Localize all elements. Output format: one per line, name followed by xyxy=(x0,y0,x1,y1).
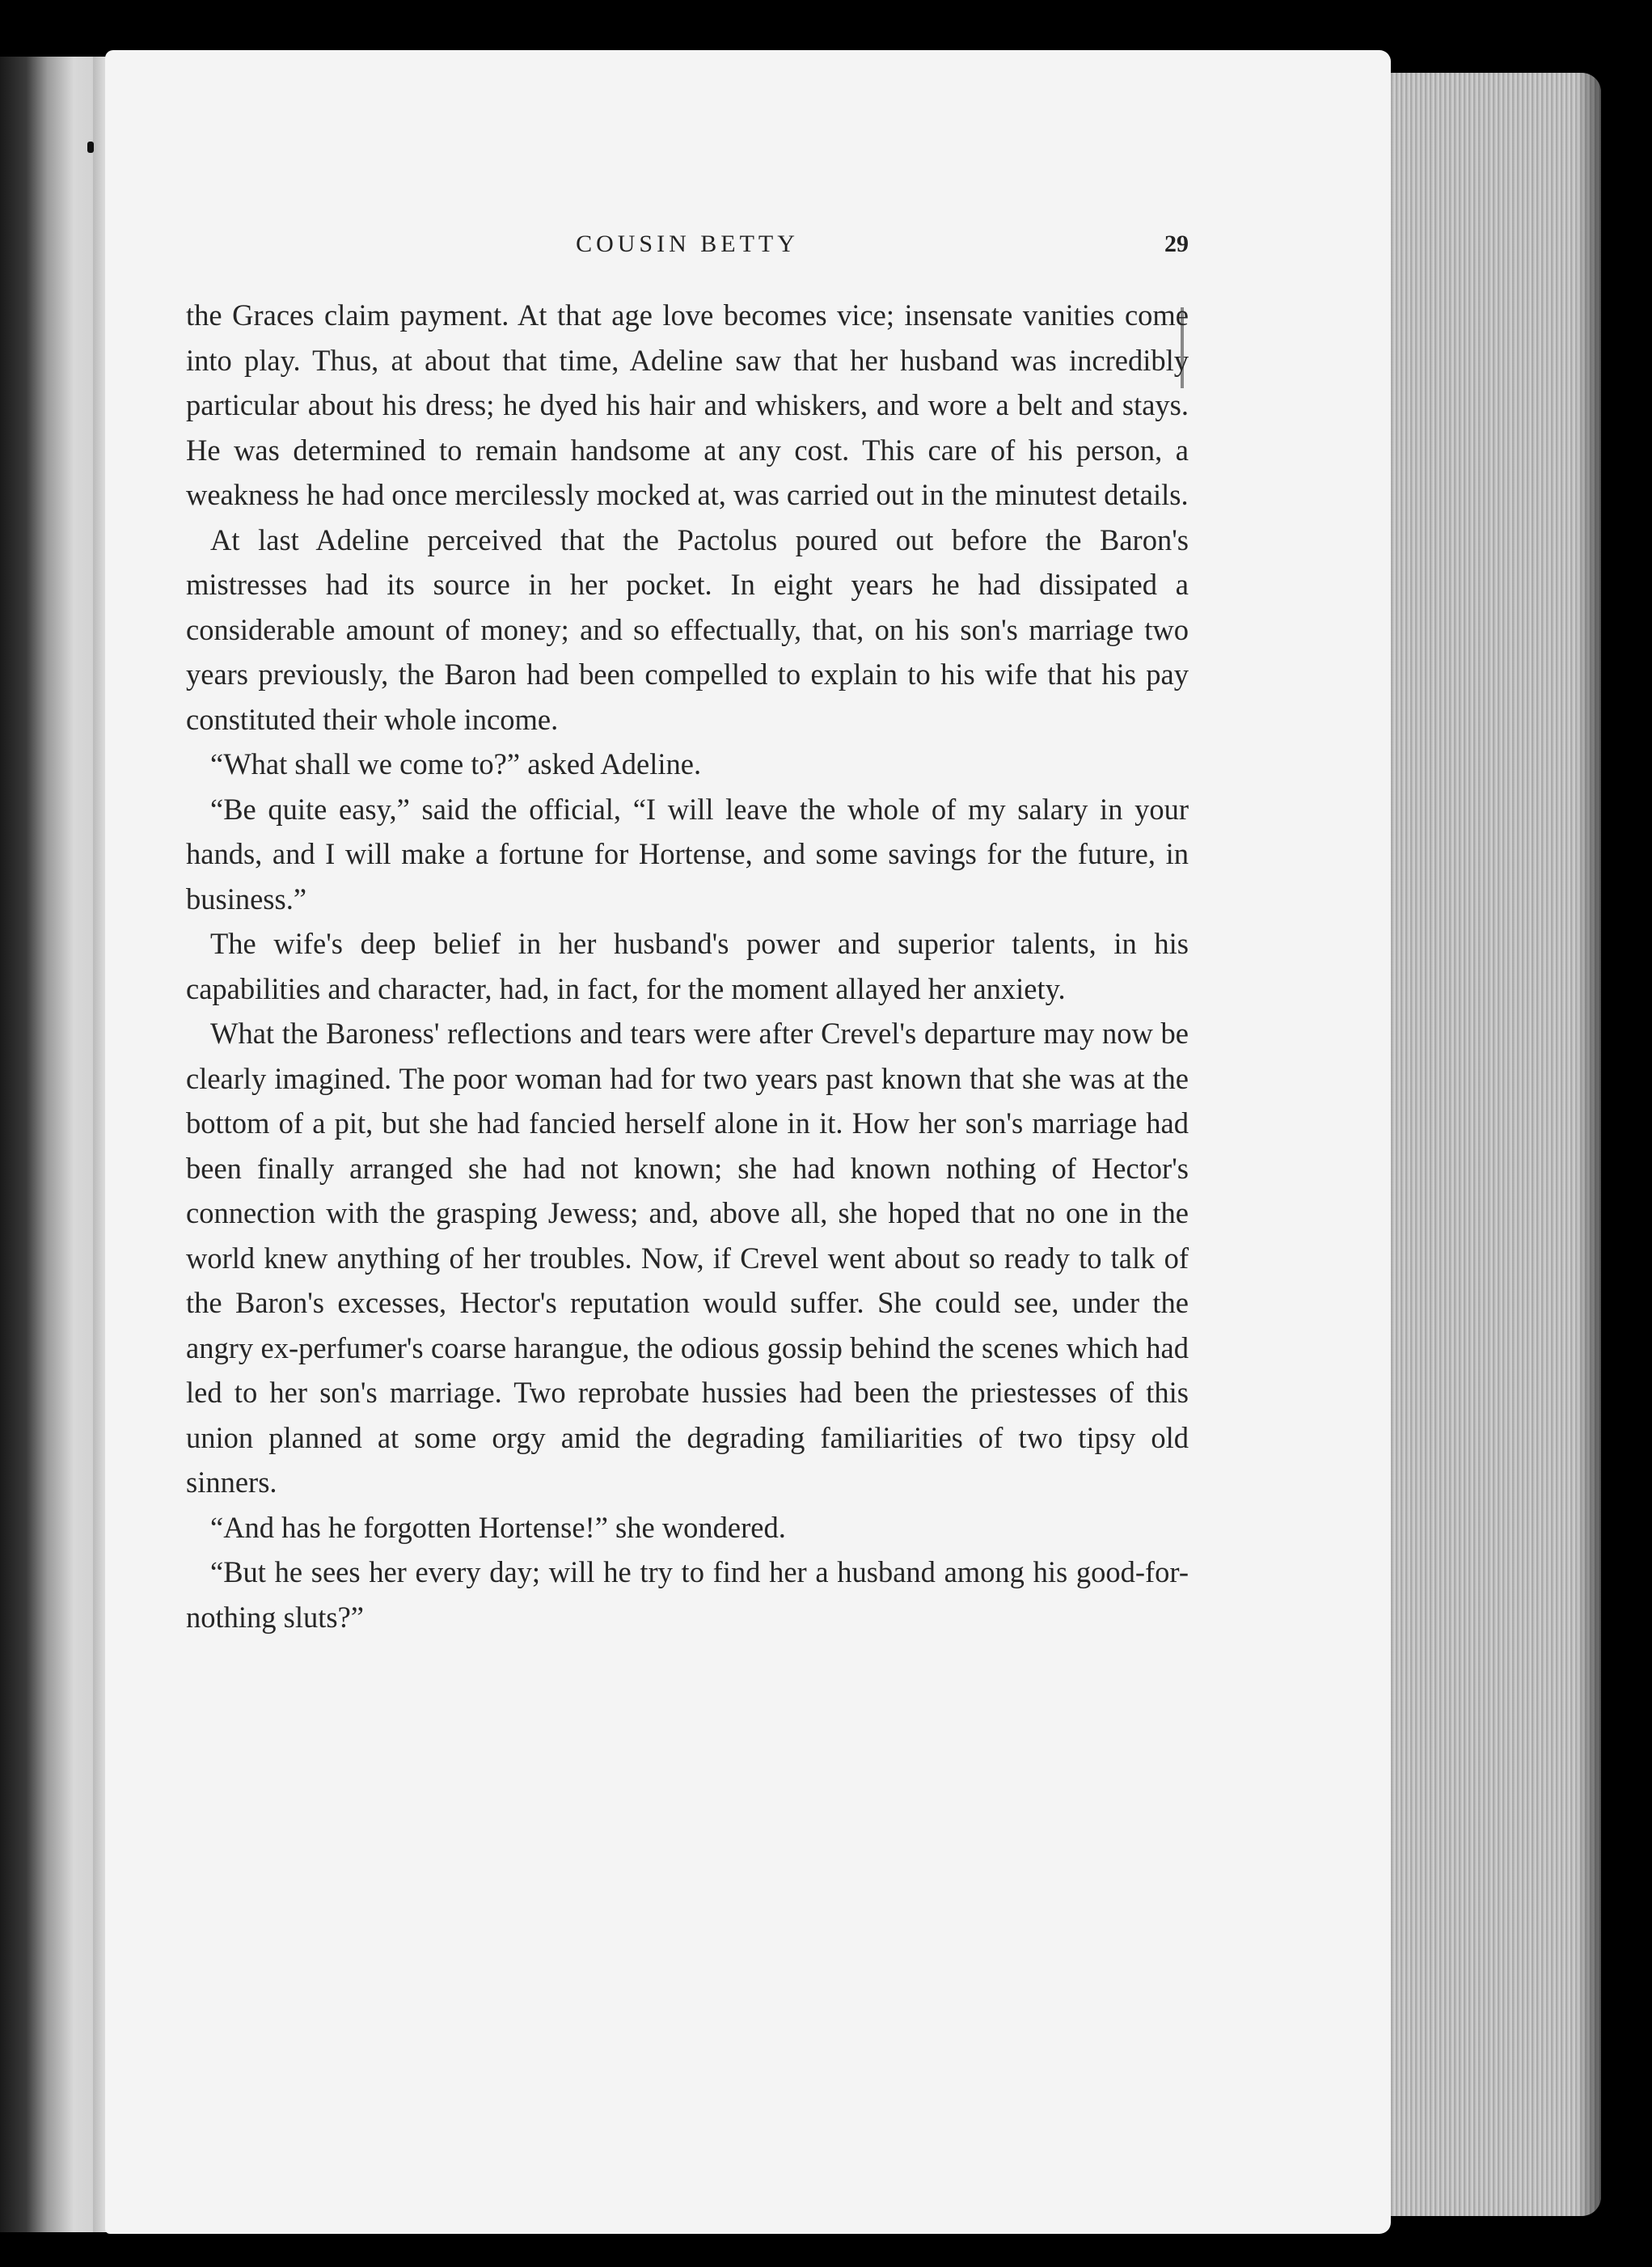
paragraph: “And has he forgotten Hortense!” she wondered. xyxy=(210,1510,786,1544)
binding-mark xyxy=(87,142,94,153)
running-title: COUSIN BETTY xyxy=(576,231,799,257)
running-head xyxy=(186,231,1189,271)
paragraph: the Graces claim payment. At that age love becomes vice; insensate vanities come into play. Thus, at about that time, Adeline saw that her husband was incredibly particular about his dress; he dyed his hair and whiskers, and wore a belt and stays. He was determined to remain handsome at any cost. This care of his person, a weakness he had once mercilessly mocked at, was carried out in the minutest details. xyxy=(186,298,1189,511)
paragraph: The wife's deep belief in her husband's power and superior talents, in his capabilities and character, had, in fact, for the moment allayed her anxiety. xyxy=(186,927,1189,1005)
paragraph: “Be quite easy,” said the official, “I will leave the whole of my salary in your hands, and I will make a fortune for Hortense, and some savings for the future, in business.” xyxy=(186,792,1189,916)
page-stack-edge xyxy=(1379,73,1601,2216)
page-number: 29 xyxy=(1164,231,1189,257)
paragraph: What the Baroness' reflections and tears were after Crevel's departure may now be clearly imagined. The poor woman had for two years past known that she was at the bottom of a pit, but she had fancied herself alone in it. How her son's marriage had been finally arranged she had not known; she had known nothing of Hector's connection with the grasping Jewess; and, above all, she hoped that no one in the world knew anything of her troubles. Now, if Crevel went about so ready to talk of the Baron's excesses, Hector's reputation would suffer. She could see, under the angry ex-perfumer's coarse harangue, the odious gossip behind the scenes which had led to her son's marriage. Two reprobate hussies had been the priestesses of this union planned at some orgy amid the degrading familiarities of two tipsy old sinners. xyxy=(186,1017,1189,1499)
paragraph: At last Adeline perceived that the Pactolus poured out before the Baron's mistresses had its source in her pocket. In eight years he had dissipated a considerable amount of money; and so effectually, that, on his son's marriage two years previously, the Baron had been compelled to explain to his wife that his pay constituted their whole income. xyxy=(186,522,1189,736)
paragraph: “What shall we come to?” asked Adeline. xyxy=(210,747,702,780)
previous-page-edge xyxy=(0,57,105,2232)
paragraph: “But he sees her every day; will he try to find her a husband among his good-for-nothing sluts?” xyxy=(186,1555,1189,1634)
body-text xyxy=(186,293,1189,1639)
